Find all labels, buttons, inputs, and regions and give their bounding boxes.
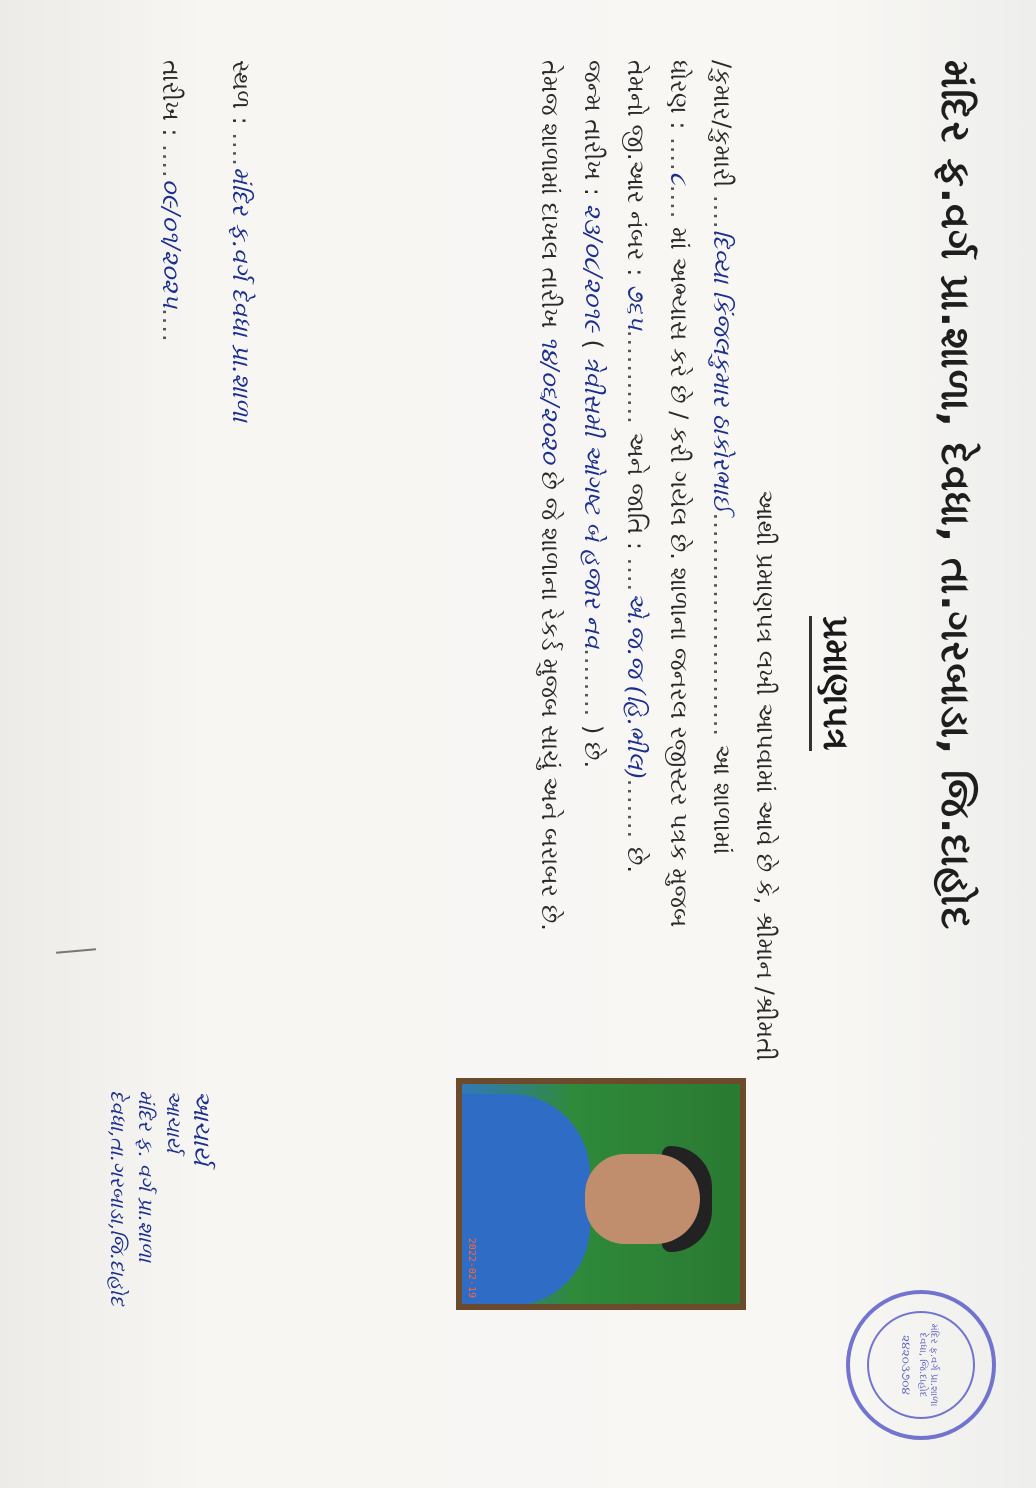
photo-face: [585, 1154, 700, 1244]
signature-scribble: આચાર્ય: [188, 1090, 216, 1166]
place-row: સ્થળ : ....મંદિર ફ.વર્ગ દેવધા પ્રા.શાળા: [227, 60, 255, 422]
certificate-footer: [136, 60, 276, 422]
line5-prefix: તેમજ શાળામાં દાખલ તારીખ: [536, 60, 564, 329]
intro-text: આથી પ્રમાણપત્ર લખી આપવામાં આવે છે કે, શ્રીમાન /શ્રીમતી: [751, 490, 779, 1061]
student-photo: [456, 1078, 746, 1310]
school-title: મંદિર ફ.વર્ગ પ્રા.શાળા, દેવધા, તા.ગરબાડા, જિ.દાહોદ: [932, 60, 978, 931]
body-line-birth: જન્મ તારીખ : ૨૩/૦૮/૨૦૧૯ ( ત્રેવીસમી ઓગષ્ટ બે હજાર નવ........ ) છે.: [579, 60, 607, 769]
place-value: મંદિર ફ.વર્ગ દેવધા પ્રા.શાળા: [227, 166, 255, 422]
gr-number: ૭૬૫: [622, 283, 650, 330]
line2-suffix: માં અભ્યાસ કરે છે / કરી ગયેલ છે. શાળાના જનરલ રજીસ્ટર પત્રક મુજબ: [665, 226, 693, 928]
signature-title: આચાર્ય: [162, 1090, 186, 1153]
caste-value: એ.જ.જ (હિ.ભીલ): [622, 592, 650, 779]
stamp-text: મંદિર ફ.વર્ગ પ્રા.શાળા દેવધા, જિ.દાહોદ: [917, 1323, 940, 1407]
photo-date-stamp: 2022-02-19: [466, 1237, 477, 1298]
signature-school-line2: દેવધા,તા.ગરબાડા,જિ.દાહોદ: [106, 1090, 130, 1306]
admission-date: ૧૪/૦૬/૨૦૨૦: [536, 335, 564, 464]
line3-mid: અને જાતિ :: [622, 432, 650, 550]
place-label: સ્થળ :: [227, 60, 255, 125]
body-line-intro: [743, 60, 786, 1480]
line2-prefix: ધોરણ :: [665, 60, 693, 130]
line1-prefix: /કુમાર/કુમારી: [708, 60, 736, 188]
certificate-heading: પ્રમાણપત્ર: [809, 616, 856, 751]
date-label: તારીખ :: [157, 60, 185, 137]
date-row: તારીખ : ....૦૯/૦૧/૨૦૨૫....: [157, 60, 185, 343]
line3-suffix: છે.: [622, 846, 650, 874]
line3-prefix: તેમનો જી.આર નંબર :: [622, 60, 650, 277]
student-name: દિવ્યા કિંજલકુમાર ઠાકોરભાઈ: [708, 229, 736, 513]
body-line-gr: તેમનો જી.આર નંબર : ૭૬૫........... અને જાતિ : ....એ.જ.જ (હિ.ભીલ)....... છે.: [622, 60, 650, 874]
stamp-code: ૨૪૨૦૩૭૦૪: [899, 1335, 914, 1395]
principal-signature: [104, 1090, 216, 1306]
date-value: ૦૯/૦૧/૨૦૨૫: [157, 178, 185, 309]
body-line-name: /કુમાર/કુમારી ....દિવ્યા કિંજલકુમાર ઠાકોરભાઈ.......................... આ શાળામાં: [708, 60, 736, 855]
line4-prefix: જન્મ તારીખ :: [579, 60, 607, 196]
line4-suffix: ) છે.: [579, 724, 607, 769]
school-stamp: [846, 1290, 996, 1440]
line5-suffix: છે જે શાળાના રેકર્ડ મુજબ સાચું અને બરાબર છે.: [536, 471, 564, 931]
line1-suffix: આ શાળામાં: [708, 744, 736, 855]
standard-value: ૮: [665, 171, 693, 185]
birth-date: ૨૩/૦૮/૨૦૧૯: [579, 203, 607, 332]
body-line-standard: ધોરણ : ....૮.... માં અભ્યાસ કરે છે / કરી ગયેલ છે. શાળાના જનરલ રજીસ્ટર પત્રક મુજબ: [665, 60, 693, 928]
signature-school-line1: મંદિર ફ. વર્ગ પ્રા.શાળા: [134, 1090, 158, 1262]
birth-date-words: ત્રેવીસમી ઓગષ્ટ બે હજાર નવ: [579, 356, 607, 649]
